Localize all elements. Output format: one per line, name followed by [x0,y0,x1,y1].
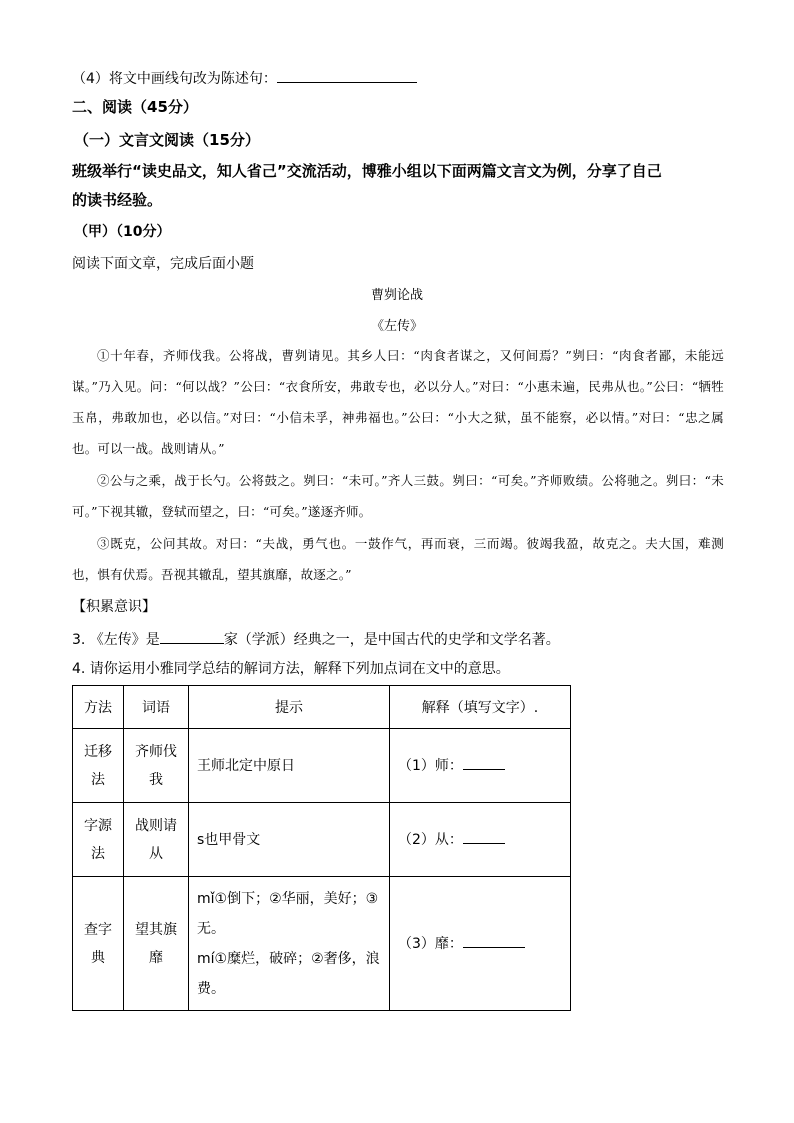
article-paragraph-2: ②公与之乘，战于长勺。公将鼓之。刿曰：“未可。”齐人三鼓。刿曰：“可矣。”齐师败绩。公将驰之。刿曰：“未可。”下视其辙，登轼而望之，曰：“可矣。”遂逐齐师。 [72,473,724,519]
explanation-cell: （1）师： [390,729,571,803]
word-cell: 望其旗 靡 [124,877,189,1011]
column-header-word: 词语 [124,686,189,729]
article-paragraph-3: ③既克，公问其故。对曰：“夫战，勇气也。一鼓作气，再而衰，三而竭。彼竭我盈，故克之。夫大国，难测也，惧有伏焉。吾视其辙乱，望其旗靡，故逐之。” [72,536,724,582]
word-cell: 战则请 从 [124,803,189,877]
word-method-table [72,685,571,1011]
subsection-heading-classical: （一）文言文阅读（15分） [74,131,260,149]
answer-blank[interactable] [160,628,224,644]
column-header-hint: 提示 [189,686,390,729]
part-jia-heading: （甲）（10分） [74,224,171,240]
question-3 [72,628,560,650]
question-rewrite [72,67,417,89]
question-4: 4. 请你运用小雅同学总结的解词方法，解释下列加点词在文中的意思。 [72,661,510,677]
instruction-text: 阅读下面文章，完成后面小题 [72,256,254,272]
table-header-row [73,686,571,729]
explanation-cell: （2）从： [390,803,571,877]
section-accumulate-heading: 【积累意识】 [72,599,156,615]
question-3-suffix: 家（学派）经典之一，是中国古代的史学和文学名著。 [223,632,560,648]
answer-blank[interactable] [463,933,525,948]
table-row [73,803,571,877]
answer-blank[interactable] [277,67,417,83]
table-row [73,877,571,1011]
answer-blank[interactable] [463,829,505,844]
article-source: 《左传》 [370,319,423,334]
method-cell: 迁移 法 [73,729,124,803]
method-cell: 查字 典 [73,877,124,1011]
article-title: 曹刿论战 [370,288,423,303]
question-rewrite-prompt: （4）将文中画线句改为陈述句： [72,71,277,87]
method-cell: 字源 法 [73,803,124,877]
hint-cell: mǐ①倒下；②华丽，美好；③ 无。 mí①糜烂，破碎；②奢侈，浪 费。 [189,877,390,1011]
column-header-explanation: 解释（填写文字）. [390,686,571,729]
column-header-method: 方法 [73,686,124,729]
table-row [73,729,571,803]
hint-cell: s也甲骨文 [189,803,390,877]
explanation-cell: （3）靡： [390,877,571,1011]
section-heading-reading: 二、阅读（45分） [72,98,198,116]
question-3-prefix: 3. 《左传》是 [72,632,160,648]
intro-line-1: 班级举行“读史品文，知人省己”交流活动，博雅小组以下面两篇文言文为例，分享了自己 [72,162,662,180]
article-paragraph-1: ①十年春，齐师伐我。公将战，曹刿请见。其乡人曰：“肉食者谋之，又何间焉？”刿曰：“肉食者鄙，未能远谋。”乃入见。问：“何以战？”公曰：“衣食所安，弗敢专也，必以分人。”对曰：“小惠未遍，民弗从也。”公曰：“牺牲玉帛，弗敢加也，必以信。”对曰：“小信未孚，神弗福也。”公曰：“小大之狱，虽不能察，必以情。”对曰：“忠之属也。可以一战。战则请从。” [72,348,724,456]
word-cell: 齐师伐 我 [124,729,189,803]
intro-line-2: 的读书经验。 [72,191,163,209]
answer-blank[interactable] [463,755,505,770]
hint-cell: 王师北定中原日 [189,729,390,803]
